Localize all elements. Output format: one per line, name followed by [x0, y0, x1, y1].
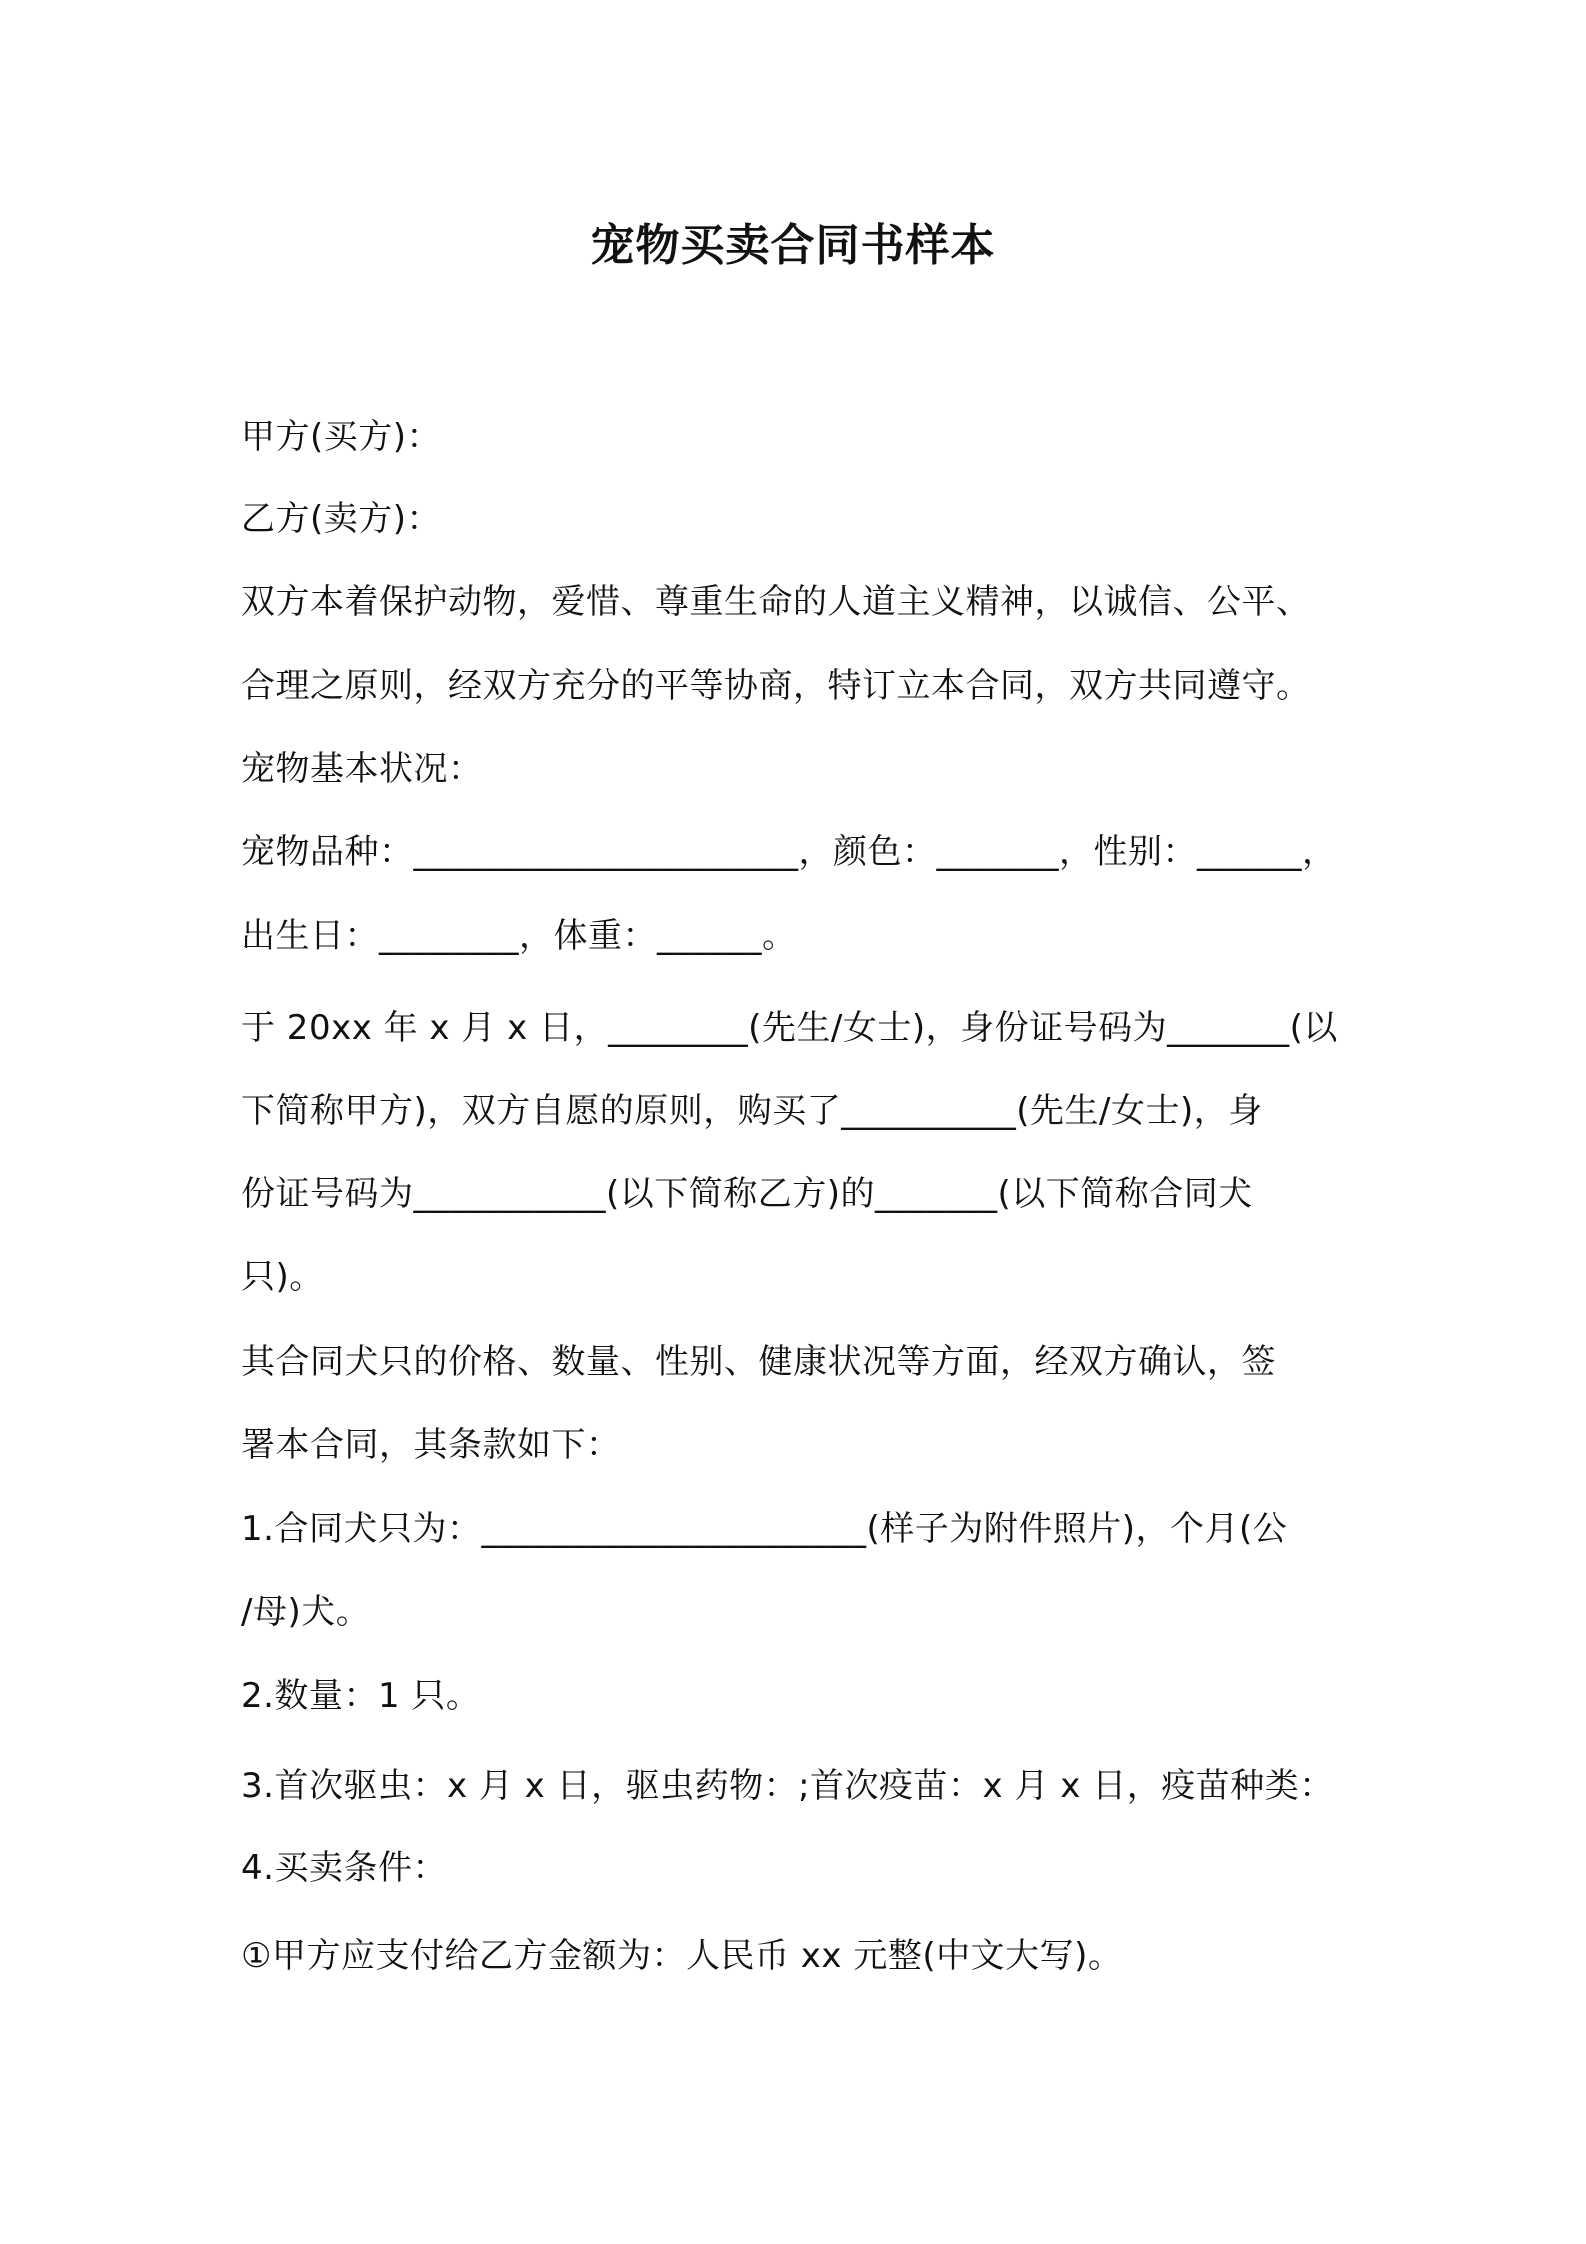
- pet-status-heading: 宠物基本状况：: [241, 749, 483, 789]
- party-b-line: 乙方(卖方)：: [241, 499, 442, 539]
- pet-birth-weight-line: 出生日：________，体重：______。: [241, 916, 797, 956]
- clause-1-line-1: 1.合同犬只为：______________________(样子为附件照片)，个月(公: [241, 1509, 1288, 1549]
- clause-3-line: 3.首次驱虫：x 月 x 日，驱虫药物：;首次疫苗：x 月 x 日，疫苗种类：: [241, 1766, 1334, 1806]
- purchase-line-3: 份证号码为___________(以下简称乙方)的_______(以下简称合同犬: [241, 1174, 1253, 1214]
- confirm-line-1: 其合同犬只的价格、数量、性别、健康状况等方面，经双方确认，签: [241, 1342, 1276, 1382]
- document-title: 宠物买卖合同书样本: [590, 220, 996, 271]
- preamble-line-1: 双方本着保护动物，爱惜、尊重生命的人道主义精神，以诚信、公平、: [241, 582, 1311, 622]
- clause-1-line-2: /母)犬。: [241, 1592, 371, 1632]
- clause-2-line: 2.数量：1 只。: [241, 1676, 481, 1716]
- party-a-line: 甲方(买方)：: [241, 417, 442, 457]
- preamble-line-2: 合理之原则，经双方充分的平等协商，特订立本合同，双方共同遵守。: [241, 666, 1311, 706]
- purchase-line-2: 下简称甲方)，双方自愿的原则，购买了__________(先生/女士)，身: [241, 1091, 1263, 1131]
- clause-4-line: 4.买卖条件：: [241, 1848, 447, 1888]
- pet-breed-line: 宠物品种：______________________，颜色：_______，性别：______，: [241, 832, 1337, 872]
- clause-4-item-1-line: ①甲方应支付给乙方金额为：人民币 xx 元整(中文大写)。: [241, 1936, 1123, 1976]
- purchase-line-4: 只)。: [241, 1257, 324, 1297]
- confirm-line-2: 署本合同，其条款如下：: [241, 1425, 621, 1465]
- purchase-line-1: 于 20xx 年 x 月 x 日，________(先生/女士)，身份证号码为_______(以: [241, 1008, 1338, 1048]
